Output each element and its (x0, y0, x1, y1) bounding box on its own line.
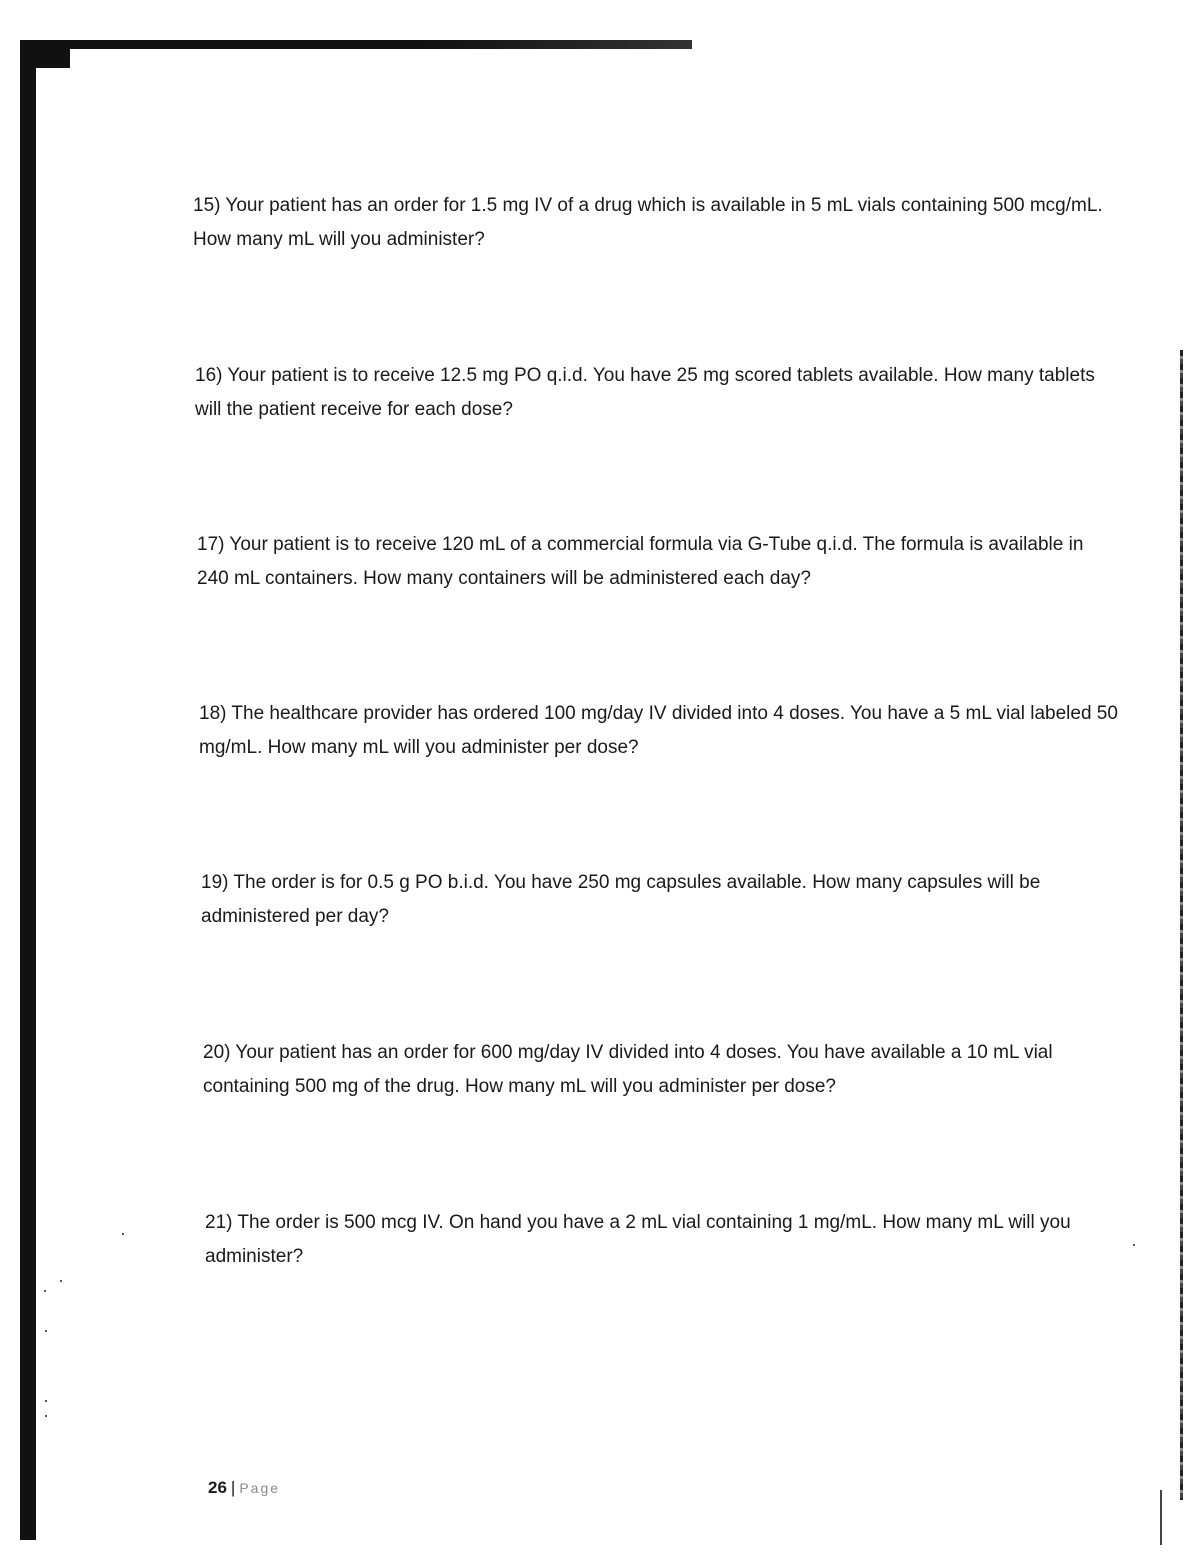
scan-right-edge (1180, 350, 1183, 1500)
scan-top-corner (20, 40, 70, 68)
question-21: 21) The order is 500 mcg IV. On hand you have a 2 mL vial containing 1 mg/mL. How many mL will you administer? (205, 1212, 1071, 1267)
scan-speck (122, 1233, 124, 1235)
scan-left-border (20, 40, 36, 1540)
page-footer (208, 1476, 280, 1500)
question-16: 16) Your patient is to receive 12.5 mg PO q.i.d. You have 25 mg scored tablets available. How many tablets will the patient receive for each dose? (195, 365, 1095, 420)
question-20: 20) Your patient has an order for 600 mg/day IV divided into 4 doses. You have available a 10 mL vial containing 500 mg of the drug. How many mL will you administer per dose? (203, 1042, 1053, 1097)
page-number: 26 (208, 1478, 227, 1497)
scan-speck (45, 1400, 47, 1402)
scan-speck (45, 1330, 47, 1332)
scan-top-border (20, 40, 692, 49)
scan-speck (60, 1280, 62, 1282)
question-18: 18) The healthcare provider has ordered 100 mg/day IV divided into 4 doses. You have a 5 mL vial labeled 50 mg/mL. How many mL will you administer per dose? (199, 703, 1118, 758)
footer-separator: | (230, 1478, 236, 1497)
page-label: Page (239, 1480, 281, 1496)
scan-right-tick (1160, 1490, 1162, 1545)
question-19: 19) The order is for 0.5 g PO b.i.d. You have 250 mg capsules available. How many capsules will be administered per day? (201, 872, 1041, 927)
scan-speck (1133, 1244, 1135, 1246)
question-17: 17) Your patient is to receive 120 mL of a commercial formula via G-Tube q.i.d. The formula is available in 240 mL containers. How many containers will be administered each day? (197, 534, 1084, 589)
question-15: 15) Your patient has an order for 1.5 mg IV of a drug which is available in 5 mL vials containing 500 mcg/mL. How many mL will you administer? (193, 195, 1103, 250)
scan-speck (45, 1415, 47, 1417)
scan-speck (44, 1290, 46, 1292)
